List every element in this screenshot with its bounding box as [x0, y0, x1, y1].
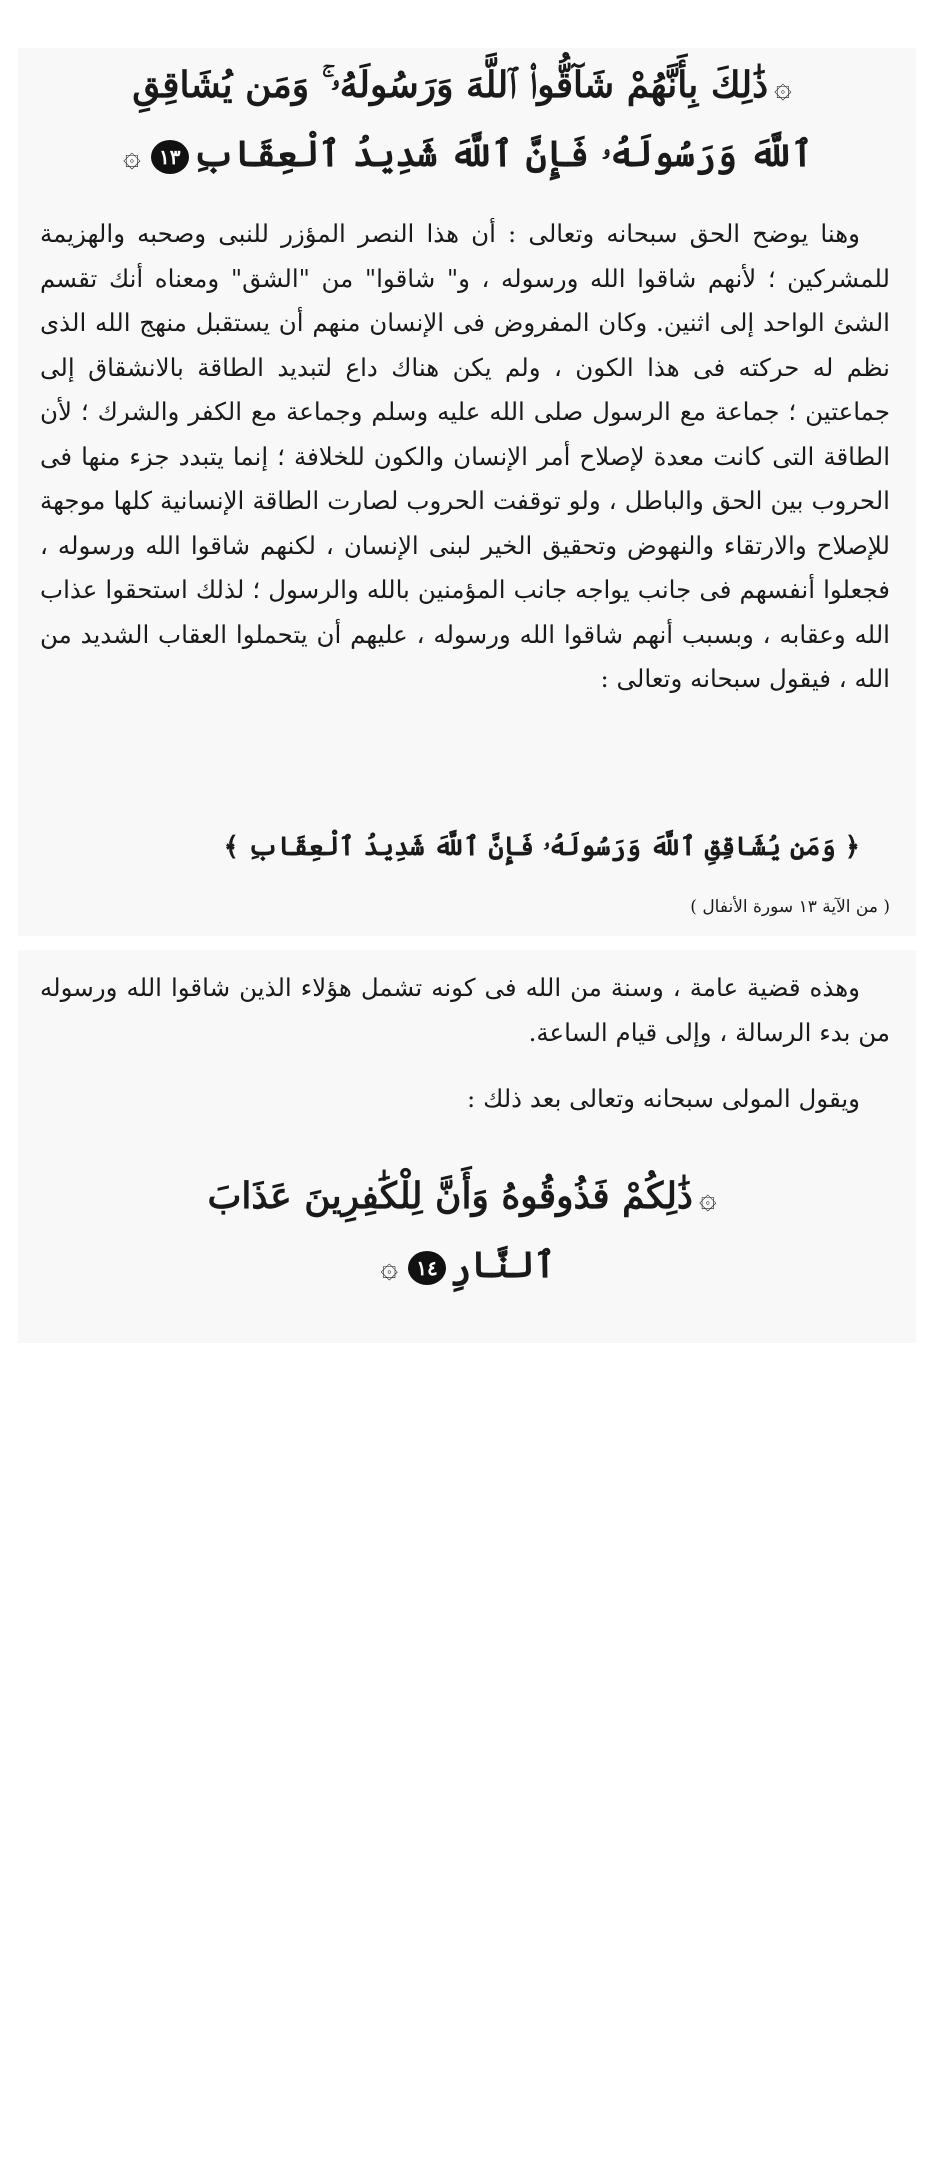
verse-13-line-2	[40, 121, 890, 190]
verse-open-marker-icon: ۞	[774, 70, 792, 105]
commentary-paragraph-3-text: ويقول المولى سبحانه وتعالى بعد ذلك :	[467, 1084, 860, 1113]
verse-close-marker-icon: ۞	[123, 139, 141, 174]
page-divider	[18, 936, 916, 950]
commentary-paragraph-2	[40, 966, 890, 1055]
verse-14-line-2-text: ٱلنَّارِ	[450, 1244, 556, 1286]
commentary-paragraph-1-text: وهنا يوضح الحق سبحانه وتعالى : أن هذا النصر المؤزر للنبى وصحبه والهزيمة للمشركين ؛ لأنهم شاقوا الله ورسوله ، و" شاقوا" من "الشق" ومعناه أنك تقسم الشئ الواحد إلى اثنين. وكان المفروض فى الإنسان منهم أن يستقبل منهج الله الذى نظم له حركته فى هذا الكون ، ولم يكن هناك داع لتبديد الطاقة بالانشقاق إلى جماعتين ؛ جماعة مع الرسول صلى الله عليه وسلم وجماعة مع الكفر والشرك ؛ لأن الطاقة التى كانت معدة لإصلاح أمر الإنسان والكون للخلافة ؛ إنما يتبدد جزء منها فى الحروب بين الحق والباطل ، ولو توقفت الحروب لصارت الطاقة الإنسانية كلها موجهة للإصلاح والارتقاء والنهوض وتحقيق الخير لبنى الإنسان ، لكنهم شاقوا الله ورسوله ، فجعلوا أنفسهم فى جانب يواجه جانب المؤمنين بالله والرسول ؛ لذلك استحقوا عذاب الله وعقابه ، وبسبب أنهم شاقوا الله ورسوله ، عليهم أن يتحملوا العقاب الشديد من الله ، فيقول سبحانه وتعالى :	[40, 219, 890, 693]
verse-open-marker-icon: ۞	[698, 1181, 717, 1216]
commentary-paragraph-2-text: وهذه قضية عامة ، وسنة من الله فى كونه تشمل هؤلاء الذين شاقوا الله ورسوله من بدء الرسالة ، وإلى قيام الساعة.	[40, 973, 890, 1047]
verse-13-line-2-text: ٱللَّهَ وَرَسُولَهُۥ فَإِنَّ ٱللَّهَ شَدِيدُ ٱلْعِقَابِ	[192, 133, 813, 175]
verse-source-citation: ( من الآية ١٣ سورة الأنفال )	[690, 897, 890, 917]
verse-14-line-2	[40, 1232, 890, 1301]
verse-13	[40, 52, 890, 190]
verse-close-marker-icon: ۞	[380, 1250, 399, 1285]
verse-number-13: ١٣	[151, 140, 189, 174]
commentary-paragraph-3	[40, 1077, 890, 1122]
verse-13-line-1-text: ذَٰلِكَ بِأَنَّهُمْ شَآقُّوا۟ ٱللَّهَ وَرَسُولَهُۥ ۚ وَمَن يُشَاقِقِ	[132, 64, 769, 106]
verse-number-14: ١٤	[408, 1251, 446, 1285]
commentary-paragraph-1	[40, 212, 890, 702]
verse-14	[40, 1163, 890, 1301]
verse-13-line-1	[40, 52, 890, 121]
verse-14-line-1-text: ذَٰلِكُمْ فَذُوقُوهُ وَأَنَّ لِلْكَٰفِرِينَ عَذَابَ	[207, 1175, 693, 1217]
verse-14-line-1	[40, 1163, 890, 1232]
quoted-verse: ﴿ وَمَن يُشَاقِقِ ٱللَّهَ وَرَسُولَهُۥ فَإِنَّ ٱللَّهَ شَدِيدُ ٱلْعِقَابِ ﴾	[223, 832, 860, 862]
